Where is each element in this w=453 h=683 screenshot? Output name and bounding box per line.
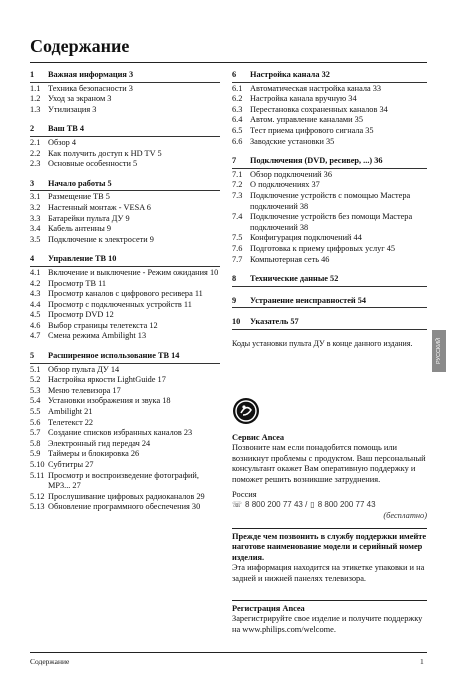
section-number: 10 (232, 317, 241, 327)
entry-number: 7.7 (232, 254, 243, 264)
phone-number: 8 800 200 77 43 / (245, 500, 308, 510)
toc-entry[interactable] (30, 279, 220, 290)
section-number: 9 (232, 295, 237, 305)
toc-entry[interactable] (232, 94, 427, 105)
toc-entry[interactable] (30, 224, 220, 235)
entry-title: Подключение устройств с помощью Мастера подключений 38 (250, 190, 411, 211)
entry-number: 7.1 (232, 169, 243, 179)
entry-number: 6.4 (232, 115, 243, 125)
before-call-rule (232, 528, 427, 529)
entry-title: Включение и выключение - Режим ожидания 10 (48, 267, 219, 277)
section-title: Указатель 57 (250, 317, 299, 327)
entry-number: 6.1 (232, 83, 243, 93)
toc-entry[interactable] (30, 418, 220, 429)
toc-entry[interactable] (232, 244, 427, 255)
entry-title: Утилизация 3 (48, 104, 97, 114)
entry-title: Подключение к электросети 9 (48, 234, 154, 244)
toc-section (232, 70, 427, 147)
entry-title: Установки изображения и звука 18 (48, 396, 171, 406)
entry-number: 5.2 (30, 375, 41, 385)
toc-section-heading[interactable] (232, 70, 427, 83)
section-number: 1 (30, 70, 35, 79)
entry-number: 4.5 (30, 310, 41, 320)
entry-number: 2.3 (30, 159, 41, 169)
toc-entry[interactable] (30, 268, 220, 279)
entry-title: Обновление программного обеспечения 30 (48, 502, 201, 512)
toc-section-heading[interactable] (30, 124, 220, 137)
toc-entry[interactable] (30, 214, 220, 225)
toc-entry[interactable] (232, 170, 427, 181)
toc-entry[interactable] (30, 365, 220, 376)
toc-entry[interactable] (232, 115, 427, 126)
entry-title: Кабель антенны 9 (48, 224, 112, 234)
toc-entry[interactable] (30, 235, 220, 246)
entry-number: 5.8 (30, 438, 41, 448)
entry-number: 5.10 (30, 460, 45, 469)
entry-number: 5.3 (30, 385, 41, 395)
entry-number: 3.5 (30, 234, 41, 244)
entry-title: Обзор подключений 36 (250, 169, 332, 179)
entry-title: Основные особенности 5 (48, 159, 138, 169)
toc-section-heading[interactable] (232, 156, 427, 169)
footer-page-number: 1 (420, 657, 424, 666)
entry-number: 1.3 (30, 104, 41, 114)
toc-entry[interactable] (30, 159, 220, 170)
entry-number: 7.2 (232, 180, 243, 190)
entry-number: 4.7 (30, 331, 41, 341)
toc-section (30, 179, 220, 246)
toc-entry[interactable] (30, 138, 220, 149)
entry-number: 1.1 (30, 83, 41, 93)
section-title: Устранение неисправностей 54 (250, 295, 367, 305)
entry-title: Подключение устройств без помощи Мастера подключений 38 (250, 212, 413, 232)
section-number: 2 (30, 124, 35, 134)
entry-number: 6.2 (232, 94, 243, 104)
entry-number: 4.1 (30, 267, 41, 277)
section-number: 6 (232, 70, 237, 79)
entry-title: Автоматическая настройка канала 33 (250, 83, 382, 93)
toc-section (232, 156, 427, 265)
toc-section (30, 124, 220, 169)
entry-number: 3.1 (30, 192, 41, 202)
register-title: Регистрация Ancea (232, 604, 305, 613)
entry-number: 6.5 (232, 125, 243, 135)
toc-entry[interactable] (30, 192, 220, 203)
entry-number: 5.4 (30, 396, 41, 406)
section-number: 3 (30, 178, 35, 188)
register-rule (232, 600, 427, 601)
toc-entry[interactable] (30, 386, 220, 397)
entry-title: Субтитры 27 (48, 460, 94, 469)
entry-title: Просмотр DVD 12 (48, 310, 114, 320)
section-number: 4 (30, 254, 35, 264)
toc-entry[interactable] (30, 439, 220, 450)
toc-section-heading[interactable] (232, 274, 427, 287)
section-title: Начало работы 5 (48, 178, 112, 188)
toc-entry[interactable] (30, 289, 220, 300)
entry-number: 5.1 (30, 364, 41, 374)
entry-number: 3.3 (30, 213, 41, 223)
entry-title: Обзор 4 (48, 137, 76, 147)
toc-section (30, 351, 220, 513)
toc-entry[interactable] (30, 396, 220, 407)
entry-title: Батарейки пульта ДУ 9 (48, 213, 130, 223)
toc-entry[interactable] (30, 331, 220, 342)
toc-section (30, 254, 220, 342)
entry-title: Просмотр каналов с цифрового ресивера 11 (48, 289, 203, 299)
toc-entry[interactable] (232, 212, 427, 233)
before-call-heading: Прежде чем позвонить в службу поддержки имейте наготове наименование модели и серийный номер изделия. (232, 532, 427, 562)
entry-title: Перестановка сохраненных каналов 34 (250, 104, 388, 114)
toc-entry[interactable] (30, 375, 220, 386)
toc-section-heading[interactable] (30, 351, 220, 364)
entry-number: 5.5 (30, 407, 41, 417)
toc-entry[interactable] (30, 502, 220, 513)
entry-number: 6.3 (232, 104, 243, 114)
toc-section-heading[interactable] (232, 296, 427, 309)
entry-title: О подключениях 37 (250, 180, 320, 190)
entry-number: 5.11 (30, 470, 45, 480)
toc-entry[interactable] (30, 492, 220, 503)
entry-title: Меню телевизора 17 (48, 385, 121, 395)
entry-title: Компьютерная сеть 46 (250, 254, 330, 264)
entry-title: Просмотр ТВ 11 (48, 278, 107, 288)
section-title: Настройка канала 32 (250, 70, 330, 79)
entry-number: 7.3 (232, 190, 243, 200)
toc-entry[interactable] (232, 105, 427, 116)
entry-number: 5.7 (30, 428, 41, 438)
toc-entry[interactable] (30, 149, 220, 160)
entry-number: 5.6 (30, 417, 41, 427)
entry-number: 4.4 (30, 299, 41, 309)
before-call-text: Эта информация находится на этикетке упаковки и на задней и нижней панелях телевизора. (232, 563, 425, 583)
entry-title: Создание списков избранных каналов 23 (48, 428, 193, 438)
entry-title: Настройка яркости LightGuide 17 (48, 375, 166, 385)
remote-codes-note: Коды установки пульта ДУ в конце данного издания. (232, 338, 413, 348)
toc-entry[interactable] (30, 94, 220, 105)
contact-block (232, 490, 427, 521)
phone-icon: ☏ (232, 500, 243, 510)
section-number: 8 (232, 274, 237, 284)
toc-entry[interactable] (232, 233, 427, 244)
entry-title: Автом. управление каналами 35 (250, 115, 363, 125)
toc-entry[interactable] (232, 191, 427, 212)
entry-title: Настройка канала вручную 34 (250, 94, 357, 104)
service-logo-icon (232, 397, 260, 425)
phone-number-2: 8 800 200 77 43 (317, 500, 376, 510)
toc-entry[interactable] (30, 460, 220, 471)
section-title: Расширенное использование ТВ 14 (48, 351, 180, 361)
section-title: Важная информация 3 (48, 70, 134, 79)
toc-entry[interactable] (232, 126, 427, 137)
entry-title: Конфигурация подключений 44 (250, 233, 362, 243)
toc-entry[interactable] (232, 84, 427, 95)
entry-number: 6.6 (232, 136, 243, 146)
section-title: Подключения (DVD, ресивер, ...) 36 (250, 156, 383, 166)
section-title: Ваш ТВ 4 (48, 124, 85, 134)
toc-left-column (30, 70, 220, 522)
entry-number: 5.13 (30, 502, 45, 512)
entry-title: Уход за экраном 3 (48, 94, 112, 104)
register-block (232, 604, 427, 635)
section-number: 5 (30, 351, 35, 361)
toc-entry[interactable] (30, 471, 220, 492)
toc-right-column (232, 70, 427, 349)
toc-section-heading[interactable] (30, 179, 220, 192)
toc-entry[interactable] (232, 137, 427, 148)
entry-title: Просмотр с подключенных устройств 11 (48, 299, 192, 309)
toc-section-heading[interactable] (232, 317, 427, 330)
mobile-icon: ▯ (310, 500, 315, 510)
toc-section-heading[interactable] (30, 70, 220, 83)
toc-entry[interactable] (232, 180, 427, 191)
entry-title: Ambilight 21 (48, 407, 93, 417)
toc-section-heading[interactable] (30, 254, 220, 267)
title-rule (30, 62, 427, 63)
entry-number: 5.9 (30, 449, 41, 459)
entry-title: Размещение ТВ 5 (48, 192, 110, 202)
entry-title: Выбор страницы телетекста 12 (48, 320, 158, 330)
entry-number: 2.1 (30, 137, 41, 147)
toc-entry[interactable] (30, 310, 220, 321)
entry-number: 4.6 (30, 320, 41, 330)
entry-number: 1.2 (30, 94, 41, 104)
entry-title: Как получить доступ к HD TV 5 (48, 148, 162, 158)
entry-title: Таймеры и блокировка 26 (48, 449, 140, 459)
entry-number: 7.5 (232, 233, 243, 243)
free-call-label: (бесплатно) (383, 510, 427, 520)
entry-title: Прослушивание цифровых радиоканалов 29 (48, 491, 205, 501)
entry-title: Тест приема цифрового сигнала 35 (250, 125, 374, 135)
before-call-block (232, 532, 427, 584)
entry-title: Смена режима Ambilight 13 (48, 331, 147, 341)
country-label: Россия (232, 490, 257, 499)
toc-entry[interactable] (30, 300, 220, 311)
phone-row (232, 500, 427, 510)
section-number: 7 (232, 156, 237, 166)
toc-entry[interactable] (30, 105, 220, 116)
entry-number: 5.12 (30, 491, 45, 501)
toc-entry[interactable] (232, 255, 427, 266)
toc-section (232, 274, 427, 287)
toc-entry[interactable] (30, 321, 220, 332)
entry-title: Подготовка к приему цифровых услуг 45 (250, 243, 396, 253)
register-text: Зарегистрируйте свое изделие и получите поддержку на www.philips.com/welcome. (232, 614, 423, 634)
entry-number: 2.2 (30, 148, 41, 158)
entry-number: 7.4 (232, 212, 243, 222)
entry-number: 4.3 (30, 289, 41, 299)
entry-title: Электронный гид передач 24 (48, 438, 151, 448)
entry-title: Обзор пульта ДУ 14 (48, 364, 120, 374)
entry-title: Просмотр и воспроизведение фотографий, MP3... 27 (48, 470, 199, 491)
service-block (232, 433, 427, 485)
section-title: Технические данные 52 (250, 274, 339, 284)
toc-entry[interactable] (30, 84, 220, 95)
toc-section (30, 70, 220, 115)
toc-entry[interactable] (30, 428, 220, 439)
entry-title: Техника безопасности 3 (48, 83, 133, 93)
section-title: Управление ТВ 10 (48, 254, 117, 264)
toc-section (232, 296, 427, 309)
toc-entry[interactable] (30, 407, 220, 418)
entry-number: 7.6 (232, 243, 243, 253)
footer-rule (30, 652, 427, 653)
service-body: Позвоните нам если понадобится помощь или возникнут проблемы с продуктом. Ваш персональный консультант окажет Вам оперативную поддержку и поможет решить возникшие затруднения. (232, 443, 426, 484)
entry-number: 3.4 (30, 224, 41, 234)
entry-title: Настенный монтаж - VESA 6 (48, 202, 151, 212)
toc-entry[interactable] (30, 449, 220, 460)
footer-section-name: Содержание (30, 657, 70, 666)
entry-number: 3.2 (30, 202, 41, 212)
page-title: Содержание (30, 36, 130, 56)
toc-entry[interactable] (30, 203, 220, 214)
entry-title: Заводские установки 35 (250, 136, 335, 146)
toc-section (232, 317, 427, 330)
language-tab: РУССКИЙ (432, 330, 446, 372)
service-title: Сервис Ancea (232, 433, 285, 442)
entry-number: 4.2 (30, 278, 41, 288)
entry-title: Телетекст 22 (48, 417, 94, 427)
